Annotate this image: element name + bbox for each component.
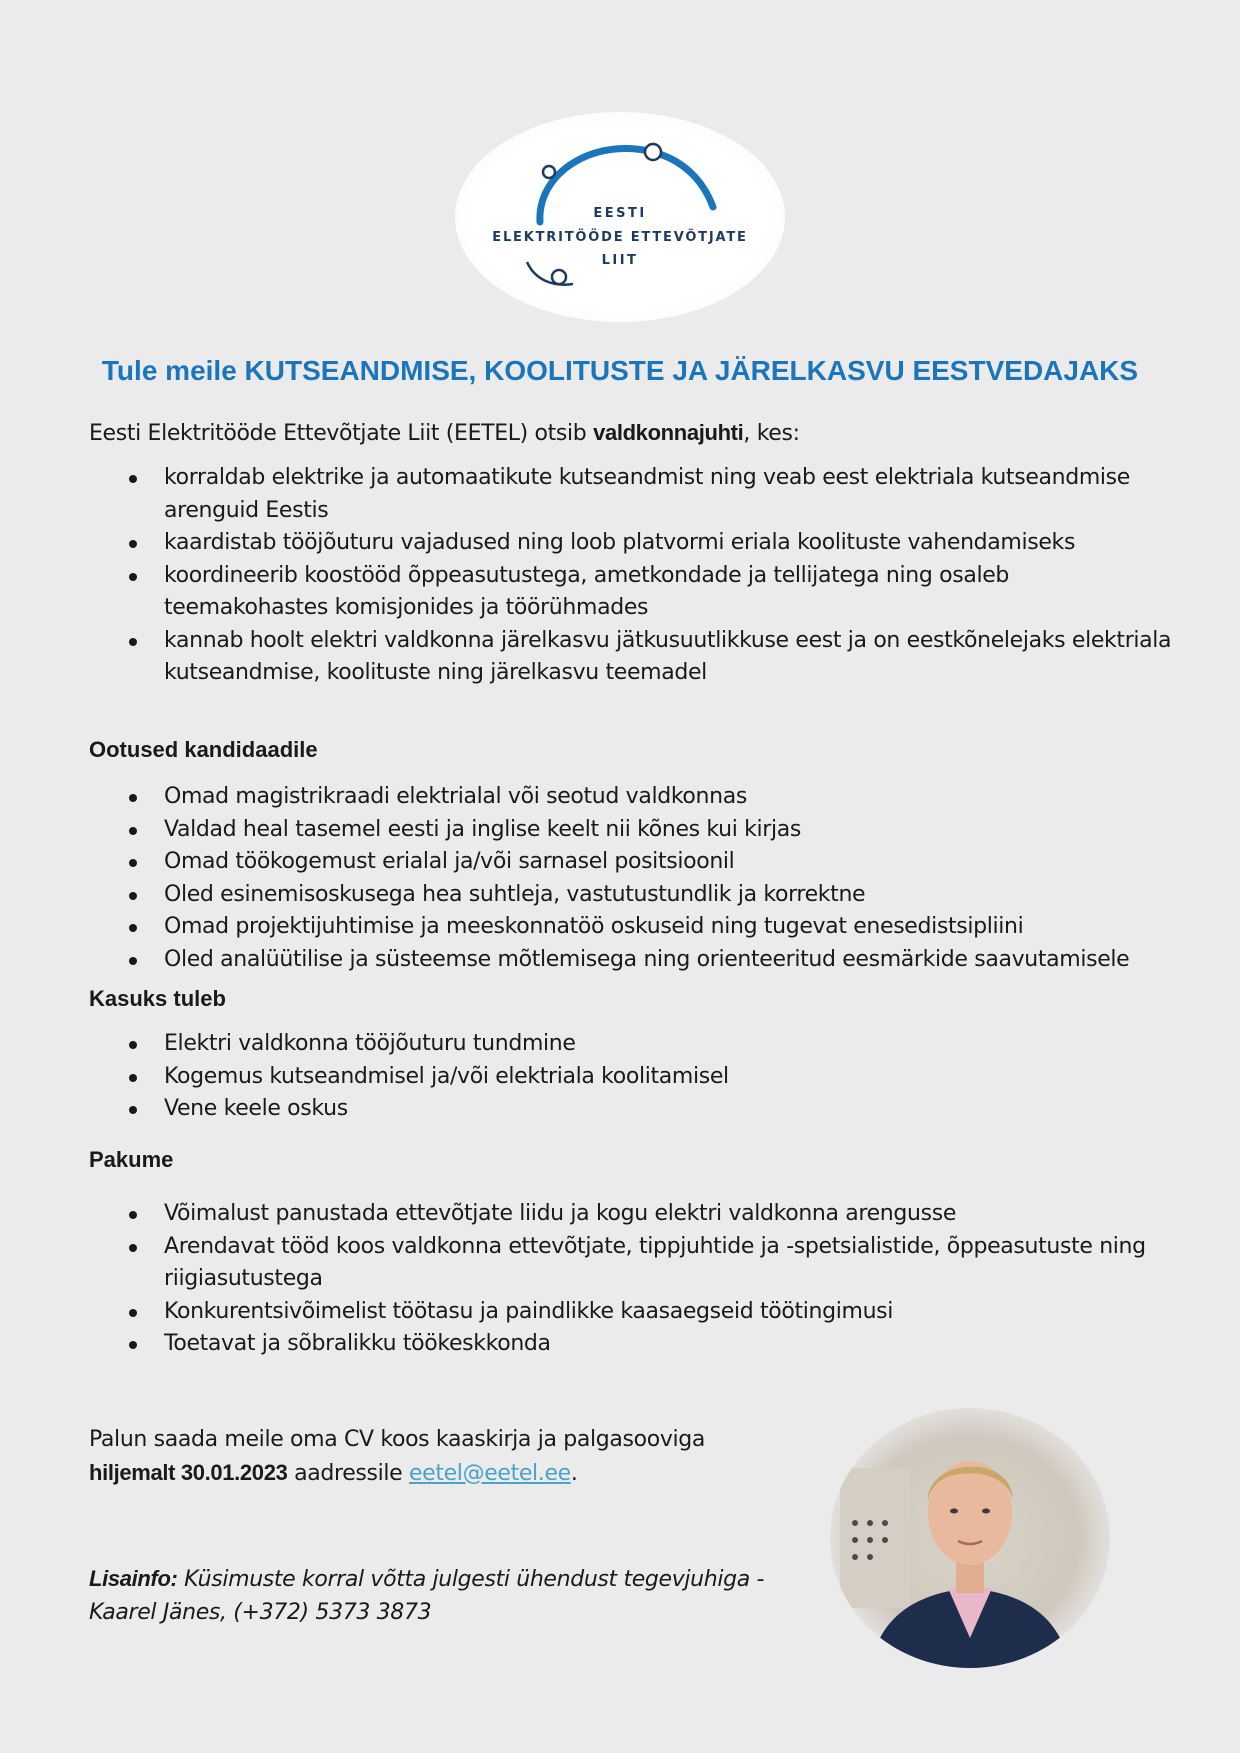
advantages-list [89,1028,1179,1126]
section-title-expectations: Ootused kandidaadile [89,737,318,762]
list-item: Oled analüütilise ja süsteemse mõtlemisega ning orienteeritud eesmärkide saavutamisele [89,944,1179,977]
section-title-offer: Pakume [89,1147,174,1172]
logo-text-line3: LIIT [601,253,639,268]
list-item: Oled esinemisoskusega hea suhtleja, vastutustundlik ja korrektne [89,879,1179,912]
info-text: Küsimuste korral võtta julgesti ühendust tegevjuhiga - Kaarel Jänes, (+372) 5373 3873 [89,1567,765,1625]
email-link[interactable]: eetel@eetel.ee [408,1460,571,1486]
apply-deadline: hiljemalt 30.01.2023 [89,1459,288,1485]
info-label: Lisainfo: [89,1566,178,1591]
list-item: Võimalust panustada ettevõtjate liidu ja kogu elektri valdkonna arengusse [89,1198,1179,1231]
duties-list [89,462,1179,690]
list-item: kaardistab tööjõuturu vajadused ning loob platvormi eriala koolituste vahendamiseks [89,527,1179,560]
list-item: kannab hoolt elektri valdkonna järelkasvu jätkusuutlikkuse eest ja on eestkõnelejaks elektriala kutseandmise, koolituste ning järelkasvu teemadel [89,625,1179,690]
list-item: koordineerib koostööd õppeasutustega, ametkondade ja tellijatega ning osaleb teemakohastes komisjonides ja töörühmades [89,560,1179,625]
list-item: Toetavat ja sõbralikku töökeskkonda [89,1328,1179,1361]
intro-paragraph [89,417,1169,451]
list-item: Arendavat tööd koos valdkonna ettevõtjate, tippjuhtide ja -spetsialistide, õppeasutuste ning riigiasutustega [89,1231,1179,1296]
contact-person-photo [830,1408,1110,1668]
list-item: Omad projektijuhtimise ja meeskonnatöö oskuseid ning tugevat enesedistsipliini [89,911,1179,944]
list-item: Omad magistrikraadi elektrialal või seotud valdkonnas [89,781,1179,814]
offer-list [89,1198,1179,1361]
list-item: Valdad heal tasemel eesti ja inglise keelt nii kõnes kui kirjas [89,814,1179,847]
list-item: Kogemus kutseandmisel ja/või elektriala koolitamisel [89,1061,1179,1094]
apply-line1: Palun saada meile oma CV koos kaaskirja ja palgasooviga [89,1427,706,1452]
list-item: Vene keele oskus [89,1093,1179,1126]
intro-text: Eesti Elektritööde Ettevõtjate Liit (EETEL) otsib [89,421,594,446]
apply-middle: aadressile [287,1460,409,1486]
intro-tail: , kes: [743,421,800,446]
intro-role: valdkonnajuhti [593,420,744,445]
list-item: Konkurentsivõimelist töötasu ja paindlikke kaasaegseid töötingimusi [89,1296,1179,1329]
apply-line2 [89,1457,789,1491]
page-title: Tule meile KUTSEANDMISE, KOOLITUSTE JA JÄRELKASVU EESTVEDAJAKS [101,355,1139,386]
eetel-logo [455,112,785,322]
list-item: Omad töökogemust erialal ja/või sarnasel positsioonil [89,846,1179,879]
list-item: Elektri valdkonna tööjõuturu tundmine [89,1028,1179,1061]
expectations-list [89,781,1179,976]
list-item: korraldab elektrike ja automaatikute kutseandmist ning veab eest elektriala kutseandmise arenguid Eestis [89,462,1179,527]
info-paragraph [89,1563,789,1629]
apply-end: . [570,1460,578,1486]
logo-text-line1: EESTI [593,206,647,221]
apply-paragraph [89,1424,789,1490]
section-title-advantages: Kasuks tuleb [89,986,226,1011]
logo-text-line2: ELEKTRITÖÖDE ETTEVÕTJATE [492,230,748,245]
